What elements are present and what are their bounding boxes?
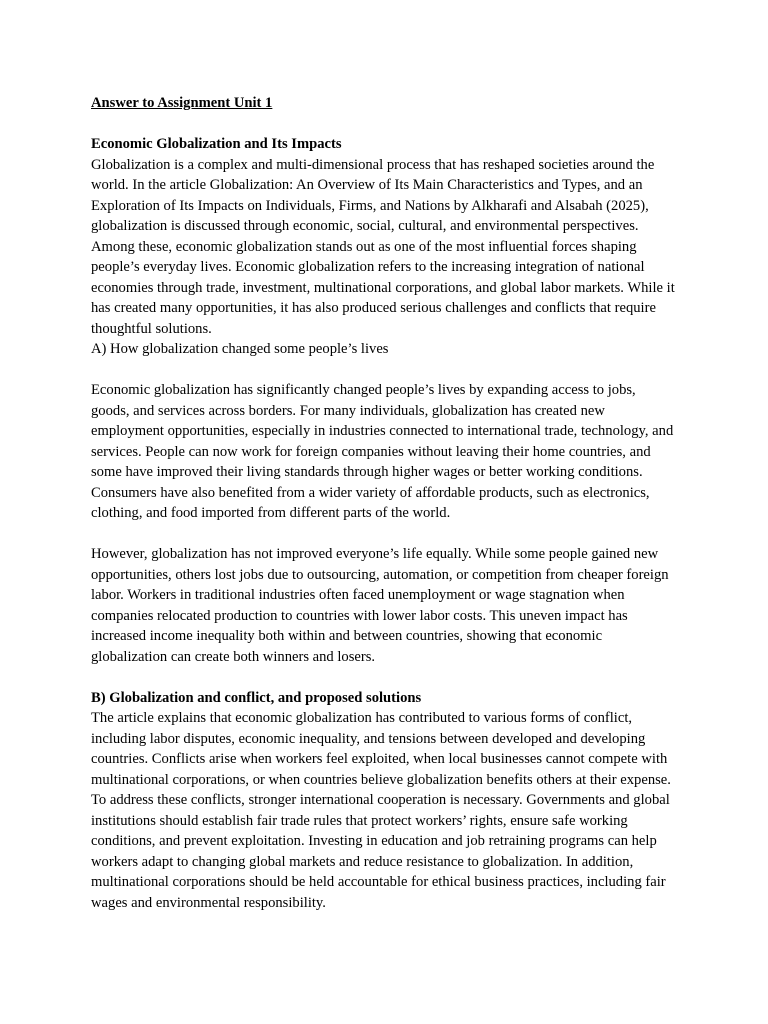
spacer xyxy=(91,360,677,381)
spacer xyxy=(91,667,677,688)
paragraph-a1: Economic globalization has significantly changed people’s lives by expanding access to jobs, goods, and services across borders. For many individuals, globalization has created new employment opportunities, especially in industries connected to international trade, technology, and services. People can now work for foreign companies without leaving their home countries, and some have improved their living standards through higher wages or better working conditions. Consumers have also benefited from a wider variety of affordable products, such as electronics, clothing, and food imported from different parts of the world. xyxy=(91,382,674,521)
document-page xyxy=(91,93,677,913)
spacer xyxy=(91,524,677,545)
intro-paragraph: Globalization is a complex and multi-dimensional process that has reshaped societies around the world. In the article Globalization: An Overview of Its Main Characteristics and Types, and an Exploration of Its Impacts on Individuals, Firms, and Nations by Alkharafi and Alsabah (2025), globalization is discussed through economic, social, cultural, and environmental perspectives. Among these, economic globalization stands out as one of the most influential forces shaping people’s everyday lives. Economic globalization refers to the increasing integration of national economies through trade, investment, multinational corporations, and global labor markets. While it has created many opportunities, it has also produced serious challenges and conflicts that require thoughtful solutions. xyxy=(91,156,675,337)
subsection-b-heading: B) Globalization and conflict, and proposed solutions xyxy=(91,689,422,706)
paragraph-a2: However, globalization has not improved everyone’s life equally. While some people gained new opportunities, others lost jobs due to outsourcing, automation, or competition from cheaper foreign labor. Workers in traditional industries often faced unemployment or wage stagnation when companies relocated production to countries with lower labor costs. This uneven impact has increased income inequality both within and between countries, showing that economic globalization can create both winners and losers. xyxy=(91,546,669,665)
paragraph-b2: To address these conflicts, stronger international cooperation is necessary. Governments and global institutions should establish fair trade rules that protect workers’ rights, ensure safe working conditions, and prevent exploitation. Investing in education and job retraining programs can help workers adapt to changing global markets and reduce resistance to globalization. In addition, multinational corporations should be held accountable for ethical business practices, including fair wages and environmental responsibility. xyxy=(91,792,670,911)
section-heading: Economic Globalization and Its Impacts xyxy=(91,136,342,152)
paragraph-b1: The article explains that economic globalization has contributed to various forms of conflict, including labor disputes, economic inequality, and tensions between developed and developing countries. Conflicts arise when workers feel exploited, when local businesses cannot compete with multinational corporations, or when countries believe globalization benefits others at their expense. xyxy=(91,710,671,788)
subsection-a-heading: A) How globalization changed some people’s lives xyxy=(91,341,389,357)
spacer xyxy=(91,114,677,135)
document-title: Answer to Assignment Unit 1 xyxy=(91,95,273,111)
